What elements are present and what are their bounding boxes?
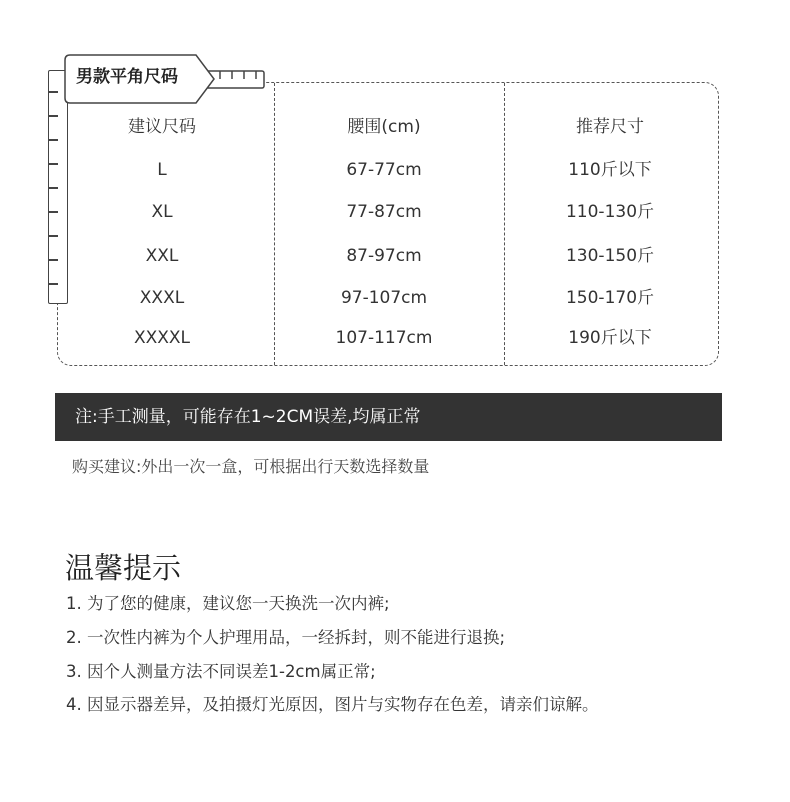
header-weight: 推荐尺寸 <box>576 117 644 137</box>
header-size: 建议尺码 <box>128 117 196 137</box>
table-cell-waist: 97-107cm <box>340 288 428 308</box>
table-cell-weight: 190斤以下 <box>568 328 652 348</box>
tag-title: 男款平角尺码 <box>76 67 178 87</box>
table-cell-weight: 110-130斤 <box>565 202 655 222</box>
tip-item: 4. 因显示器差异，及拍摄灯光原因，图片与实物存在色差，请亲们谅解。 <box>66 695 599 714</box>
size-table <box>57 82 719 366</box>
table-cell-weight: 150-170斤 <box>565 288 655 308</box>
note-bar <box>55 393 722 441</box>
tip-item: 3. 因个人测量方法不同误差1-2cm属正常; <box>66 662 376 681</box>
tip-item: 2. 一次性内裤为个人护理用品，一经拆封，则不能进行退换; <box>66 628 506 647</box>
table-cell-weight: 110斤以下 <box>568 160 652 180</box>
table-cell-size: L <box>157 160 167 180</box>
note-text: 注:手工测量，可能存在1~2CM误差,均属正常 <box>75 407 421 427</box>
table-cell-waist: 67-77cm <box>346 160 422 180</box>
table-cell-size: XXXL <box>139 288 185 308</box>
table-cell-waist: 107-117cm <box>335 328 433 348</box>
tips-title: 温馨提示 <box>65 551 182 585</box>
table-cell-waist: 87-97cm <box>346 246 422 266</box>
header-waist: 腰围(cm) <box>347 117 421 137</box>
table-cell-size: XL <box>151 202 173 222</box>
table-cell-size: XXL <box>145 246 179 266</box>
column-divider <box>274 83 275 365</box>
purchase-advice: 购买建议:外出一次一盒，可根据出行天数选择数量 <box>72 457 430 476</box>
tip-item: 1. 为了您的健康，建议您一天换洗一次内裤; <box>66 594 390 613</box>
table-cell-weight: 130-150斤 <box>565 246 655 266</box>
table-cell-waist: 77-87cm <box>346 202 422 222</box>
column-divider <box>504 83 505 365</box>
table-cell-size: XXXXL <box>133 328 191 348</box>
ruler-icon <box>48 70 68 304</box>
